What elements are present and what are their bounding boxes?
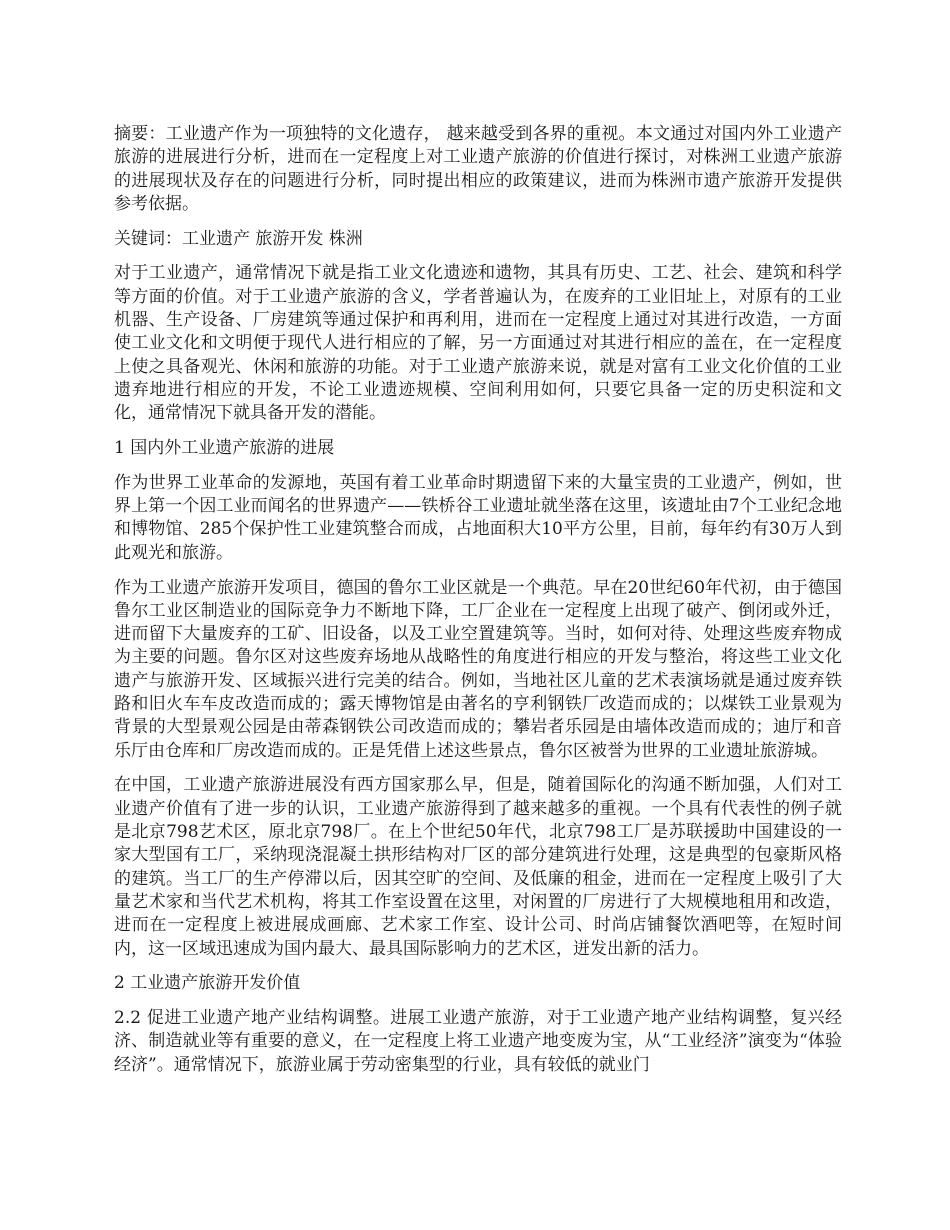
section-2-heading: 2 工业遗产旅游开发价值 (114, 973, 301, 994)
section-2-paragraph-industry: 2.2 促进工业遗产地产业结构调整。进展工业遗产旅游，对于工业遗产地产业结构调整，复兴经济、制造就业等有重要的意义，在一定程度上将工业遗产地变废为宝，从“工业经济”演变为“体验经济”。通常情况下，旅游业属于劳动密集型的行业，具有较低的就业门 (114, 1008, 842, 1075)
intro-paragraph: 对于工业遗产，通常情况下就是指工业文化遗迹和遗物，其具有历史、工艺、社会、建筑和科学等方面的价值。对于工业遗产旅游的含义，学者普遍认为，在废弃的工业旧址上，对原有的工业机器、生产设备、厂房建筑等通过保护和再利用，进而在一定程度上通过对其进行改造，一方面使工业文化和文明便于现代人进行相应的了解，另一方面通过对其进行相应的盖在，在一定程度上使之具备观光、休闲和旅游的功能。对于工业遗产旅游来说，就是对富有工业文化价值的工业遗弃地进行相应的开发，不论工业遗迹规模、空间利用如何，只要它具备一定的历史积淀和文化，通常情况下就具备开发的潜能。 (114, 263, 842, 424)
section-1-paragraph-germany: 作为工业遗产旅游开发项目，德国的鲁尔工业区就是一个典范。早在20世纪60年代初，由于德国鲁尔工业区制造业的国际竞争力不断地下降，工厂企业在一定程度上出现了破产、倒闭或外迁，进而留下大量废弃的工矿、旧设备，以及工业空置建筑等。当时，如何对待、处理这些废弃物成为主要的问题。鲁尔区对这些废弃场地从战略性的角度进行相应的开发与整治，将这些工业文化遗产与旅游开发、区域振兴进行完美的结合。例如，当地社区儿童的艺术表演场就是通过废弃铁路和旧火车车皮改造而成的；露天博物馆是由著名的亨利钢铁厂改造而成的；以煤铁工业景观为背景的大型景观公园是由蒂森钢铁公司改造而成的；攀岩者乐园是由墙体改造而成的；迪厅和音乐厅由仓库和厂房改造而成的。正是凭借上述这些景点，鲁尔区被誉为世界的工业遗址旅游城。 (114, 577, 842, 761)
section-1-heading: 1 国内外工业遗产旅游的进展 (114, 438, 335, 459)
document-page (114, 123, 842, 1088)
section-1-paragraph-uk: 作为世界工业革命的发源地，英国有着工业革命时期遗留下来的大量宝贵的工业遗产，例如，世界上第一个因工业而闻名的世界遗产——铁桥谷工业遗址就坐落在这里，该遗址由7个工业纪念地和博物馆、285个保护性工业建筑整合而成，占地面积大10平方公里，目前，每年约有30万人到此观光和旅游。 (114, 472, 842, 563)
keywords-line: 关键词：工业遗产 旅游开发 株洲 (114, 228, 363, 249)
section-1-paragraph-china: 在中国，工业遗产旅游进展没有西方国家那么早，但是，随着国际化的沟通不断加强，人们对工业遗产价值有了进一步的认识，工业遗产旅游得到了越来越多的重视。一个具有代表性的例子就是北京798艺术区，原北京798厂。在上个世纪50年代，北京798工厂是苏联援助中国建设的一家大型国有工厂，采纳现浇混凝土拱形结构对厂区的部分建筑进行处理，这是典型的包豪斯风格的建筑。当工厂的生产停滞以后，因其空旷的空间、及低廉的租金，进而在一定程度上吸引了大量艺术家和当代艺术机构，将其工作室设置在这里，对闲置的厂房进行了大规模地租用和改造，进而在一定程度上被进展成画廊、艺术家工作室、设计公司、时尚店铺餐饮酒吧等，在短时间内，这一区域迅速成为国内最大、最具国际影响力的艺术区，迸发出新的活力。 (114, 775, 842, 959)
abstract-paragraph: 摘要：工业遗产作为一项独特的文化遗存， 越来越受到各界的重视。本文通过对国内外工业遗产旅游的进展进行分析，进而在一定程度上对工业遗产旅游的价值进行探讨，对株洲工业遗产旅游的进展现状及存在的问题进行分析，同时提出相应的政策建议，进而为株洲市遗产旅游开发提供参考依据。 (114, 124, 842, 214)
